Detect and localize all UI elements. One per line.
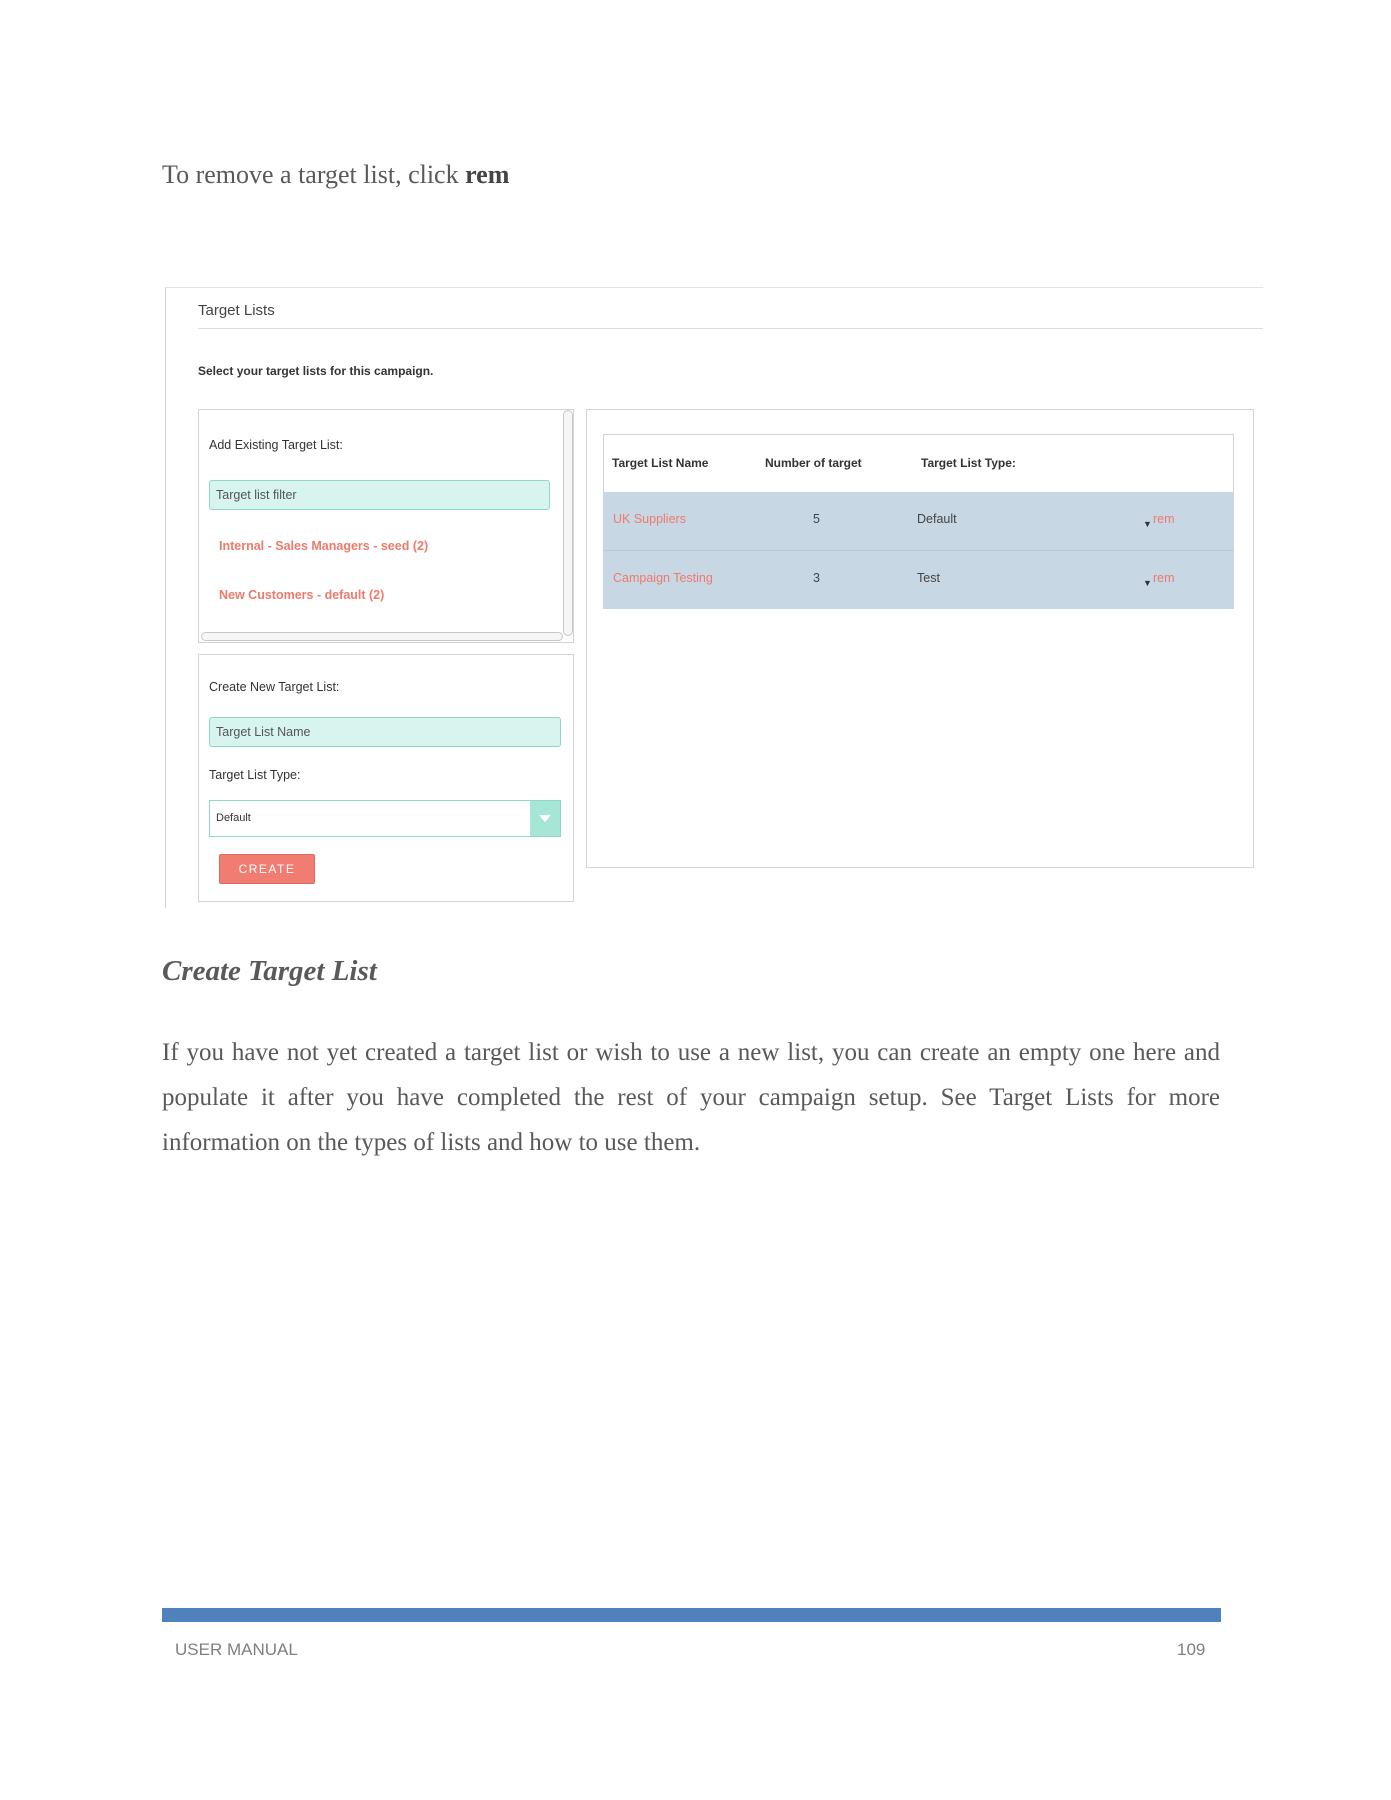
target-list-type-select[interactable] — [209, 800, 561, 837]
row-type: Test — [917, 571, 940, 585]
intro-rem-bold: rem — [465, 160, 510, 189]
table-header — [603, 434, 1234, 493]
row-name-link[interactable]: UK Suppliers — [613, 512, 686, 526]
screenshot-title: Target Lists — [198, 302, 275, 319]
create-button[interactable]: CREATE — [219, 854, 315, 884]
row-name-link[interactable]: Campaign Testing — [613, 571, 713, 585]
remove-label: rem — [1153, 571, 1175, 585]
selected-target-lists-panel — [586, 409, 1254, 868]
footer-bar — [162, 1608, 1221, 1622]
horizontal-scrollbar[interactable] — [201, 632, 563, 641]
table-row — [603, 551, 1234, 609]
dropdown-toggle[interactable] — [530, 801, 560, 836]
section-paragraph: If you have not yet created a target list or wish to use a new list, you can create an empty one here and populate it after you have completed the rest of your campaign setup. See Target Lists for more information on the types of lists and how to use them. — [162, 1039, 1220, 1156]
remove-button[interactable] — [1143, 571, 1175, 588]
section-heading: Create Target List — [162, 955, 377, 987]
target-lists-screenshot — [165, 287, 1263, 908]
existing-list-item[interactable]: New Customers - default (2) — [219, 588, 385, 602]
existing-list-item[interactable]: Internal - Sales Managers - seed (2) — [219, 539, 429, 553]
header-target-list-name: Target List Name — [612, 456, 709, 470]
remove-label: rem — [1153, 512, 1175, 526]
remove-icon: ▼ — [1143, 519, 1152, 529]
page-number: 109 — [1177, 1640, 1206, 1659]
row-count: 3 — [813, 571, 820, 585]
row-type: Default — [917, 512, 957, 526]
target-list-name-input[interactable] — [209, 717, 561, 747]
create-list-label: Create New Target List: — [209, 680, 340, 694]
chevron-down-icon — [539, 815, 551, 822]
table-row — [603, 492, 1234, 550]
intro-prefix: To remove a target list, click — [162, 160, 466, 189]
screenshot-subtitle: Select your target lists for this campaign. — [198, 364, 434, 378]
remove-button[interactable] — [1143, 512, 1175, 529]
remove-icon: ▼ — [1143, 578, 1152, 588]
existing-list-label: Add Existing Target List: — [209, 438, 343, 452]
select-value: Default — [216, 812, 251, 824]
row-count: 5 — [813, 512, 820, 526]
vertical-scrollbar[interactable] — [563, 410, 573, 636]
header-target-list-type: Target List Type: — [921, 456, 1016, 470]
title-divider — [198, 328, 1263, 329]
existing-target-list-panel — [198, 409, 574, 643]
target-list-type-label: Target List Type: — [209, 768, 301, 782]
footer-title: USER MANUAL — [175, 1640, 298, 1659]
intro-text — [162, 160, 509, 190]
target-list-filter-input[interactable] — [209, 480, 550, 510]
create-target-list-panel — [198, 654, 574, 902]
header-number-of-target: Number of target — [765, 456, 862, 470]
